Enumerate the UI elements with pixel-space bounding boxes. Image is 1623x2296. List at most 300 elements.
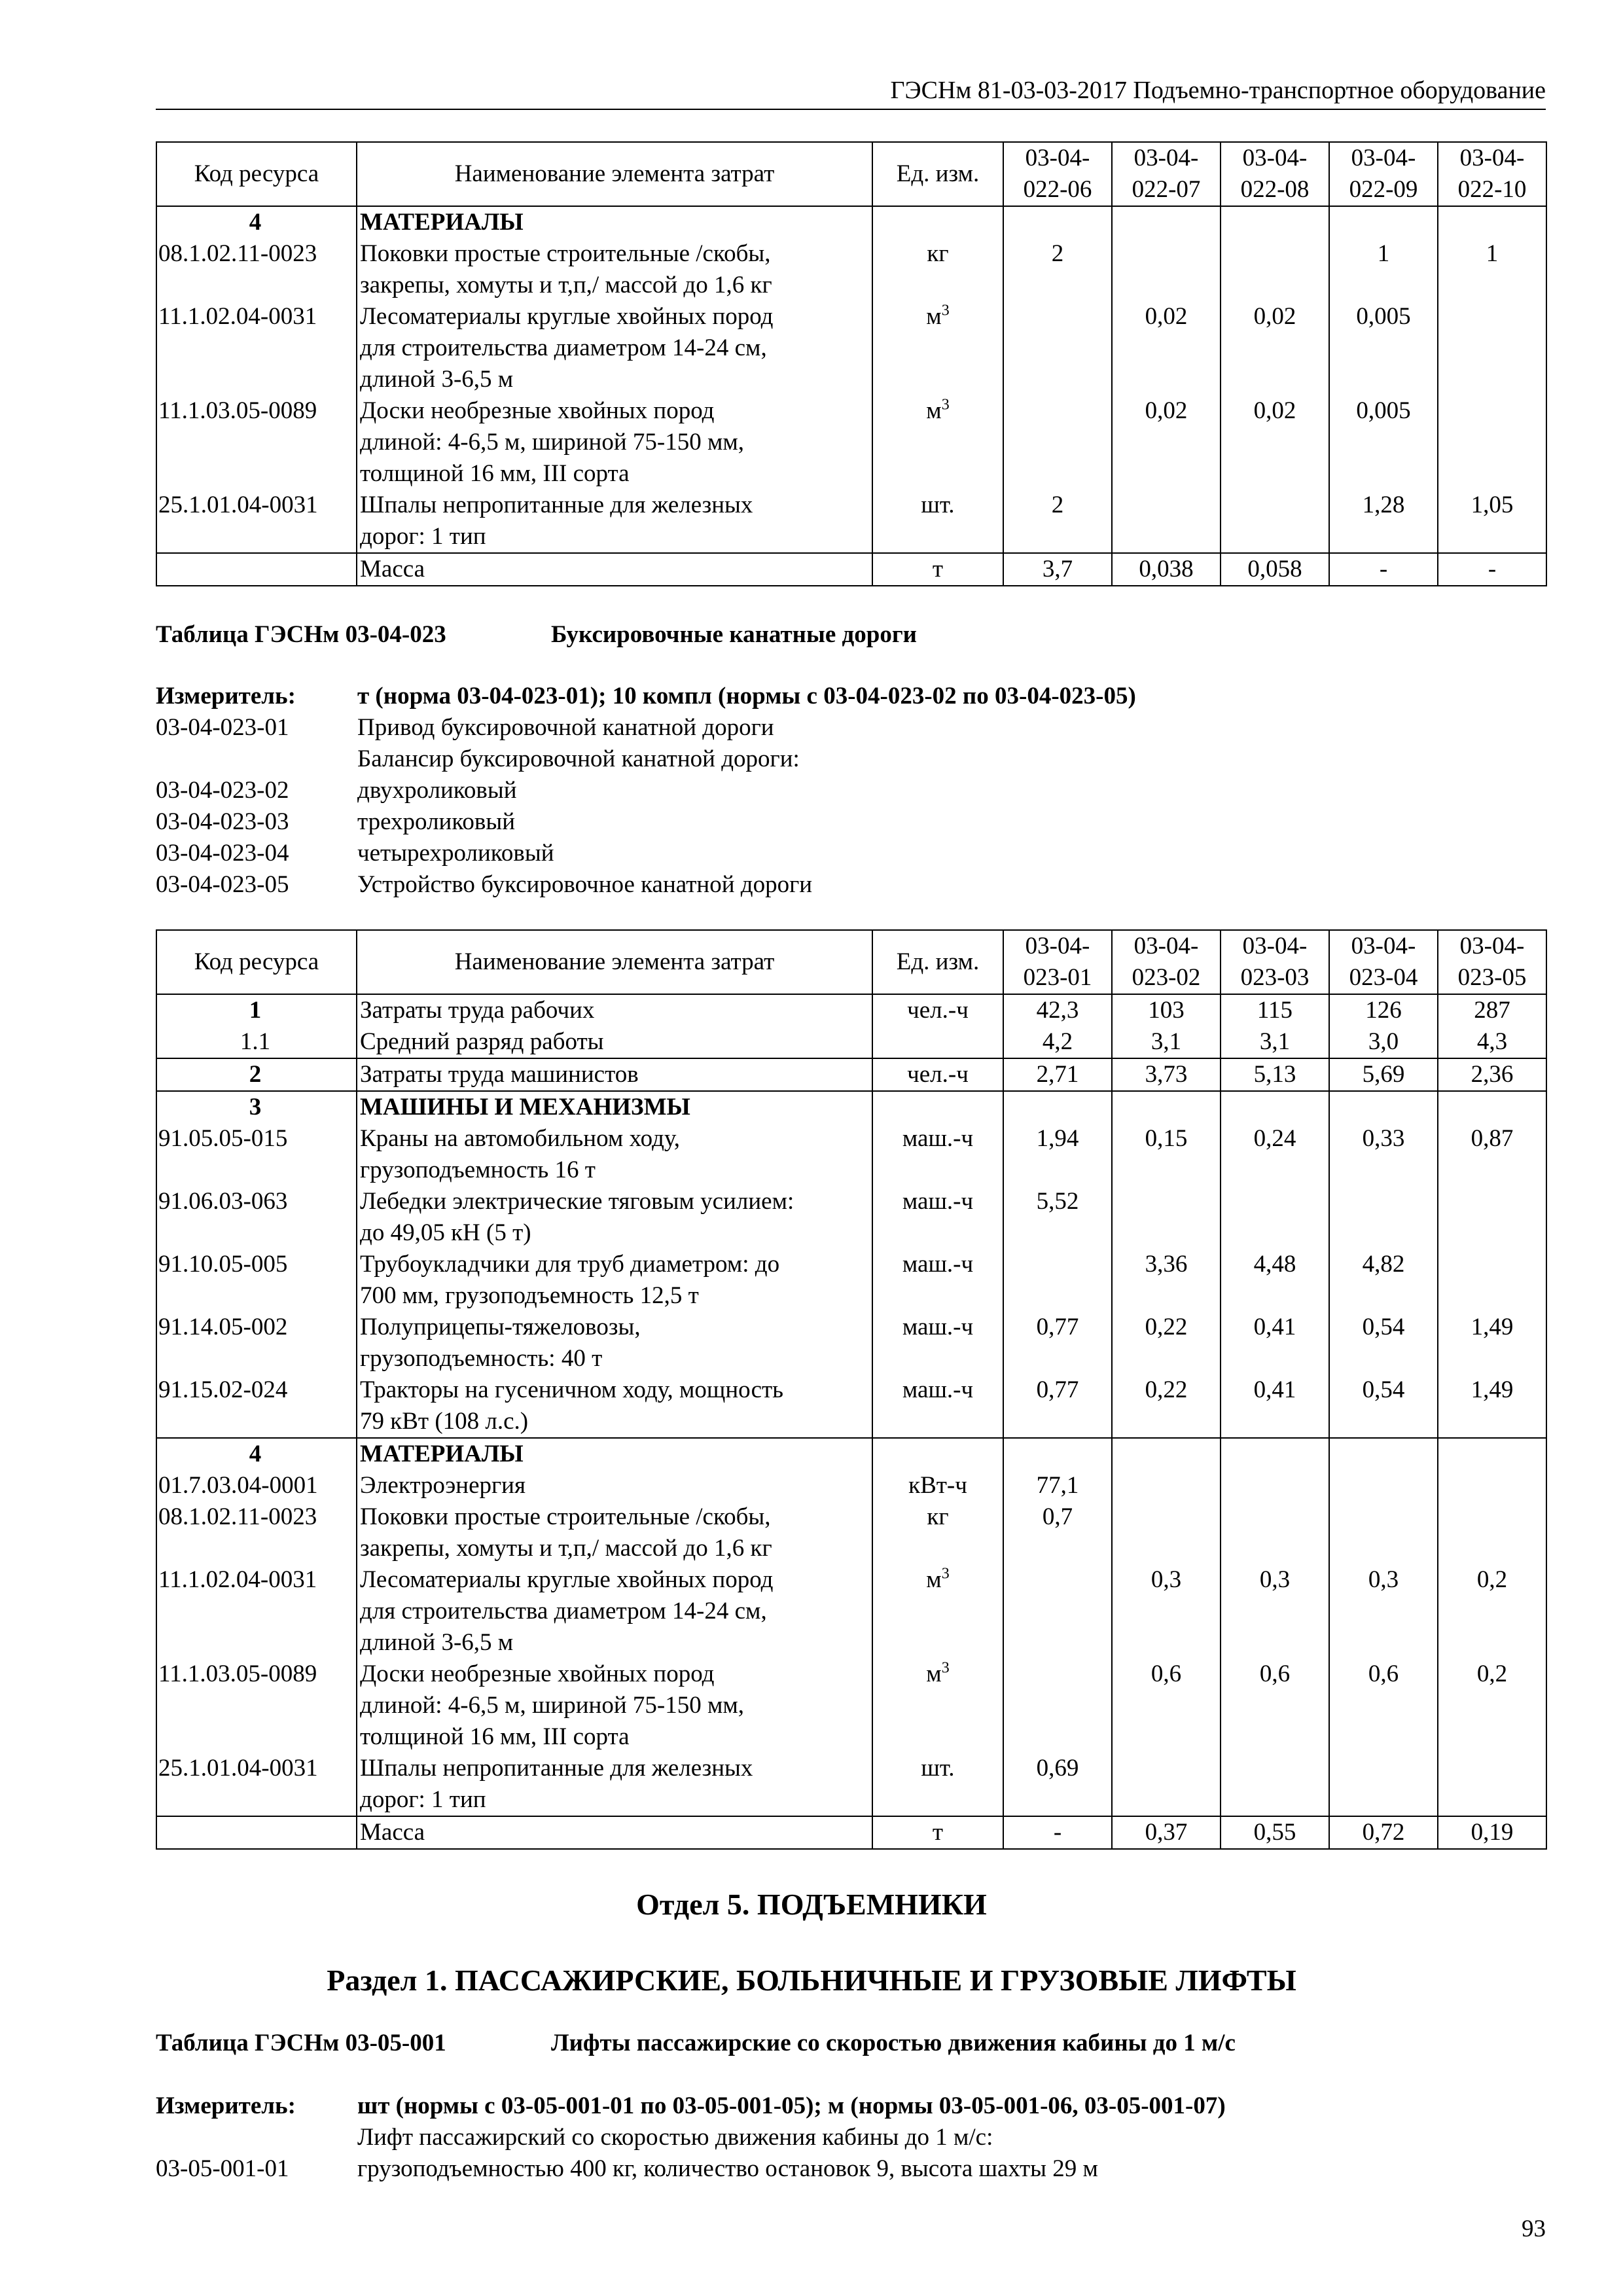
norm-value: 0,22 <box>1112 1312 1221 1374</box>
unit-superscript: 3 <box>941 1659 950 1677</box>
norm-value: 0,02 <box>1112 301 1221 395</box>
norm-value <box>1438 1753 1546 1816</box>
norm-value: 0,6 <box>1329 1659 1438 1753</box>
norm-value: 0,3 <box>1329 1564 1438 1659</box>
resource-name-line: грузоподъемность 16 т <box>360 1157 596 1183</box>
unit <box>872 1091 1003 1123</box>
col-header-norm-part: 03-04- <box>1025 933 1090 960</box>
unit-text: т <box>932 556 944 583</box>
norm-value: 5,69 <box>1329 1058 1438 1091</box>
unit <box>872 1501 1003 1564</box>
running-header: ГЭСНм 81-03-03-2017 Подъемно-транспортное оборудование <box>890 77 1546 104</box>
unit <box>872 1564 1003 1659</box>
unit <box>872 206 1003 238</box>
resource-name <box>357 553 872 586</box>
resource-name-line: Средний разряд работы <box>360 1028 604 1055</box>
resource-name-line: дорог: 1 тип <box>360 523 486 550</box>
resource-code: 08.1.02.11-0023 <box>156 1501 357 1564</box>
resource-code: 91.05.05-015 <box>156 1123 357 1186</box>
norm-value: 1,49 <box>1438 1374 1546 1438</box>
norm-value: 0,37 <box>1112 1816 1221 1849</box>
col-header-norm <box>1438 142 1546 206</box>
table-row <box>156 395 1546 490</box>
unit <box>872 1470 1003 1501</box>
norm-description: трехроликовый <box>357 808 516 835</box>
norm-value <box>1112 1186 1221 1249</box>
unit <box>872 395 1003 490</box>
norm-value: 0,19 <box>1438 1816 1546 1849</box>
unit <box>872 1753 1003 1816</box>
table-row <box>156 1186 1546 1249</box>
col-header-name: Наименование элемента затрат <box>357 930 872 994</box>
resource-name-line: Поковки простые строительные /скобы, <box>360 1503 771 1530</box>
resource-name <box>357 1816 872 1849</box>
col-header-norm <box>1329 142 1438 206</box>
resource-code: 11.1.03.05-0089 <box>156 395 357 490</box>
unit-text: кг <box>927 240 949 267</box>
norm-value <box>1221 490 1329 553</box>
norm-value: 0,038 <box>1112 553 1221 586</box>
resource-name-line: Лесоматериалы круглые хвойных пород <box>360 1566 774 1593</box>
resource-code: 25.1.01.04-0031 <box>156 1753 357 1816</box>
norm-value: 0,02 <box>1221 395 1329 490</box>
header-row <box>156 930 1546 994</box>
norm-value: 1,28 <box>1329 490 1438 553</box>
unit-text: м <box>926 1660 942 1687</box>
table-row <box>156 1753 1546 1816</box>
resource-name <box>357 206 872 238</box>
table-row <box>156 1249 1546 1312</box>
norm-value: 5,52 <box>1003 1186 1112 1249</box>
norm-value: 0,72 <box>1329 1816 1438 1849</box>
norm-value <box>1112 238 1221 301</box>
unit-text: маш.-ч <box>902 1251 974 1278</box>
norm-value: 126 <box>1329 994 1438 1026</box>
norm-value <box>1003 301 1112 395</box>
col-header-norm <box>1329 930 1438 994</box>
resource-name-line: закрепы, хомуты и т,п,/ массой до 1,6 кг <box>360 1535 772 1562</box>
table-row <box>156 1501 1546 1564</box>
resource-code <box>156 553 357 586</box>
table-row <box>156 1374 1546 1438</box>
resource-name-line: длиной 3-6,5 м <box>360 366 514 393</box>
norm-value <box>1438 1501 1546 1564</box>
table-row <box>156 238 1546 301</box>
resource-name-line: для строительства диаметром 14-24 см, <box>360 334 767 361</box>
norm-value <box>1329 206 1438 238</box>
col-header-norm-part: 03-04- <box>1351 933 1416 960</box>
resource-code: 91.14.05-002 <box>156 1312 357 1374</box>
col-header-norm-part: 03-04- <box>1133 933 1199 960</box>
norm-value <box>1112 1091 1221 1123</box>
unit <box>872 1186 1003 1249</box>
norm-value: - <box>1329 553 1438 586</box>
norm-value <box>1221 206 1329 238</box>
norm-value <box>1438 1091 1546 1123</box>
resource-code: 01.7.03.04-0001 <box>156 1470 357 1501</box>
table-row <box>156 1123 1546 1186</box>
resource-name <box>357 1564 872 1659</box>
table-title-03-05-001: Лифты пассажирские со скоростью движения кабины до 1 м/с <box>551 2030 1236 2056</box>
col-header-norm-part: 023-01 <box>1023 964 1092 991</box>
col-header-norm-part: 03-04- <box>1133 145 1199 171</box>
unit-superscript: 3 <box>941 302 950 319</box>
norm-value: 0,3 <box>1221 1564 1329 1659</box>
resource-name <box>357 1123 872 1186</box>
unit <box>872 553 1003 586</box>
norm-value: 0,54 <box>1329 1374 1438 1438</box>
resource-name-line: Трубоукладчики для труб диаметром: до <box>360 1251 780 1278</box>
resource-name-line: Поковки простые строительные /скобы, <box>360 240 771 267</box>
unit <box>872 301 1003 395</box>
table-row <box>156 1816 1546 1849</box>
resource-name-line: Шпалы непропитанные для железных <box>360 492 753 518</box>
unit <box>872 1312 1003 1374</box>
norm-value <box>1221 1186 1329 1249</box>
norm-value: 3,73 <box>1112 1058 1221 1091</box>
resource-code: 4 <box>156 206 357 238</box>
meter-label: Измеритель: <box>156 683 296 709</box>
norm-description: двухроликовый <box>357 777 517 804</box>
table-row <box>156 1659 1546 1753</box>
norm-value <box>1221 1501 1329 1564</box>
resource-name-line: Доски необрезные хвойных пород <box>360 397 715 424</box>
resource-name-line: для строительства диаметром 14-24 см, <box>360 1598 767 1624</box>
norm-description: Балансир буксировочной канатной дороги: <box>357 745 800 772</box>
norm-value: 0,02 <box>1112 395 1221 490</box>
header-row <box>156 142 1546 206</box>
header-rule <box>156 109 1546 110</box>
norm-value: 3,7 <box>1003 553 1112 586</box>
norm-description: Привод буксировочной канатной дороги <box>357 714 774 741</box>
norm-value <box>1438 1438 1546 1470</box>
unit-superscript: 3 <box>941 396 950 414</box>
meter-value: т (норма 03-04-023-01); 10 компл (нормы с 03-04-023-02 по 03-04-023-05) <box>357 683 1136 709</box>
resource-code: 91.15.02-024 <box>156 1374 357 1438</box>
col-header-norm-part: 022-08 <box>1240 176 1310 203</box>
resource-name-line: длиной: 4-6,5 м, шириной 75-150 мм, <box>360 429 745 456</box>
col-header-norm <box>1221 142 1329 206</box>
table-row <box>156 1438 1546 1470</box>
norm-value: 0,69 <box>1003 1753 1112 1816</box>
norm-value <box>1112 206 1221 238</box>
resource-name-line: Затраты труда рабочих <box>360 997 595 1024</box>
unit-text: кг <box>927 1503 949 1530</box>
col-header-norm-part: 03-04- <box>1351 145 1416 171</box>
norm-value: 0,02 <box>1221 301 1329 395</box>
resource-name-line: Электроэнергия <box>360 1472 526 1499</box>
norm-value <box>1438 301 1546 395</box>
resource-table-03-04-023 <box>156 929 1547 1850</box>
norm-code: 03-04-023-04 <box>156 840 289 867</box>
norm-value: 0,55 <box>1221 1816 1329 1849</box>
norm-value <box>1438 1249 1546 1312</box>
norm-value: 1,94 <box>1003 1123 1112 1186</box>
resource-name <box>357 1312 872 1374</box>
norm-value: 0,3 <box>1112 1564 1221 1659</box>
col-header-norm-part: 022-06 <box>1023 176 1092 203</box>
norm-value <box>1329 1470 1438 1501</box>
resource-code: 1 <box>156 994 357 1026</box>
norm-value <box>1438 395 1546 490</box>
norm-value <box>1003 1249 1112 1312</box>
table-title-03-04-023: Буксировочные канатные дороги <box>551 621 917 648</box>
norm-value <box>1329 1091 1438 1123</box>
norm-value <box>1112 1438 1221 1470</box>
resource-name-line: до 49,05 кН (5 т) <box>360 1219 531 1246</box>
resource-name <box>357 1470 872 1501</box>
resource-name-line: Масса <box>360 556 425 583</box>
subsection-title: Раздел 1. ПАССАЖИРСКИЕ, БОЛЬНИЧНЫЕ И ГРУЗОВЫЕ ЛИФТЫ <box>327 1964 1296 1997</box>
resource-code: 3 <box>156 1091 357 1123</box>
norm-value <box>1329 1501 1438 1564</box>
unit <box>872 994 1003 1026</box>
col-header-norm <box>1221 930 1329 994</box>
norm-value <box>1221 1470 1329 1501</box>
norm-value: 2,71 <box>1003 1058 1112 1091</box>
unit <box>872 1438 1003 1470</box>
unit-text: кВт-ч <box>908 1472 967 1499</box>
resource-name-line: Тракторы на гусеничном ходу, мощность <box>360 1376 784 1403</box>
table-row <box>156 1091 1546 1123</box>
table-row <box>156 1564 1546 1659</box>
resource-name <box>357 1501 872 1564</box>
norm-value: 103 <box>1112 994 1221 1026</box>
col-header-norm-part: 022-10 <box>1457 176 1527 203</box>
norm-value <box>1112 1753 1221 1816</box>
resource-name <box>357 1091 872 1123</box>
resource-name-line: Затраты труда машинистов <box>360 1061 639 1088</box>
norm-value <box>1003 1438 1112 1470</box>
col-header-norm-part: 022-09 <box>1349 176 1418 203</box>
norm-value: 3,36 <box>1112 1249 1221 1312</box>
resource-name-line: Масса <box>360 1819 425 1846</box>
table-row <box>156 490 1546 553</box>
resource-name-line: толщиной 16 мм, III сорта <box>360 1723 630 1750</box>
norm-value: 1,49 <box>1438 1312 1546 1374</box>
norm-value: 0,15 <box>1112 1123 1221 1186</box>
norm-value: - <box>1003 1816 1112 1849</box>
norm-value <box>1003 1564 1112 1659</box>
norm-value: 0,41 <box>1221 1312 1329 1374</box>
norm-code: 03-04-023-03 <box>156 808 289 835</box>
unit-text: чел.-ч <box>907 1061 969 1088</box>
resource-name-line: Шпалы непропитанные для железных <box>360 1755 753 1782</box>
norm-value: 0,77 <box>1003 1312 1112 1374</box>
norm-value: 0,24 <box>1221 1123 1329 1186</box>
norm-value: 0,6 <box>1112 1659 1221 1753</box>
norm-value: 0,33 <box>1329 1123 1438 1186</box>
page-number: 93 <box>1522 2215 1546 2242</box>
resource-code: 2 <box>156 1058 357 1091</box>
resource-name-line: дорог: 1 тип <box>360 1786 486 1813</box>
unit-text: шт. <box>921 1755 955 1782</box>
resource-code: 11.1.02.04-0031 <box>156 301 357 395</box>
col-header-norm-part: 03-04- <box>1242 933 1308 960</box>
resource-name-line: Краны на автомобильном ходу, <box>360 1125 680 1152</box>
table-row <box>156 553 1546 586</box>
norm-value: 1 <box>1438 238 1546 301</box>
table-row <box>156 1470 1546 1501</box>
resource-name-line: длиной: 4-6,5 м, шириной 75-150 мм, <box>360 1692 745 1719</box>
norm-value: 0,22 <box>1112 1374 1221 1438</box>
resource-name <box>357 1438 872 1470</box>
col-header-norm-part: 022-07 <box>1132 176 1201 203</box>
resource-name <box>357 994 872 1026</box>
norm-value: 4,3 <box>1438 1026 1546 1058</box>
unit-text: маш.-ч <box>902 1314 974 1340</box>
unit-text: маш.-ч <box>902 1125 974 1152</box>
norm-description: Устройство буксировочное канатной дороги <box>357 871 813 898</box>
norm-value: 77,1 <box>1003 1470 1112 1501</box>
col-header-code: Код ресурса <box>156 930 357 994</box>
norm-value: 0,7 <box>1003 1501 1112 1564</box>
resource-name <box>357 1249 872 1312</box>
norm-value: 0,41 <box>1221 1374 1329 1438</box>
resource-name <box>357 1659 872 1753</box>
table-row <box>156 1026 1546 1058</box>
norm-description: четырехроликовый <box>357 840 554 867</box>
meter-value-03-05-001: шт (нормы с 03-05-001-01 по 03-05-001-05); м (нормы 03-05-001-06, 03-05-001-07) <box>357 2092 1226 2119</box>
norm-value: 2,36 <box>1438 1058 1546 1091</box>
norm-value: 0,005 <box>1329 395 1438 490</box>
norm-value: 0,54 <box>1329 1312 1438 1374</box>
norm-value <box>1112 490 1221 553</box>
col-header-norm <box>1112 142 1221 206</box>
norm-value <box>1112 1470 1221 1501</box>
resource-name <box>357 490 872 553</box>
resource-name-line: 700 мм, грузоподъемность 12,5 т <box>360 1282 699 1309</box>
col-header-code: Код ресурса <box>156 142 357 206</box>
unit-text: шт. <box>921 492 955 518</box>
norm-value: 3,0 <box>1329 1026 1438 1058</box>
norm-value: 5,13 <box>1221 1058 1329 1091</box>
resource-name-line: МАТЕРИАЛЫ <box>360 1441 524 1467</box>
unit <box>872 238 1003 301</box>
norm-value: 3,1 <box>1112 1026 1221 1058</box>
norm-value: 3,1 <box>1221 1026 1329 1058</box>
resource-name-line: МАТЕРИАЛЫ <box>360 209 524 236</box>
norm-code: 03-04-023-02 <box>156 777 289 804</box>
resource-name <box>357 1186 872 1249</box>
unit <box>872 490 1003 553</box>
col-header-norm-part: 03-04- <box>1242 145 1308 171</box>
norm-value <box>1003 1659 1112 1753</box>
norm-value: 42,3 <box>1003 994 1112 1026</box>
resource-name-line: толщиной 16 мм, III сорта <box>360 460 630 487</box>
col-header-norm-part: 03-04- <box>1459 933 1525 960</box>
table-row <box>156 994 1546 1026</box>
norm-code: 03-04-023-01 <box>156 714 289 741</box>
unit-text: маш.-ч <box>902 1376 974 1403</box>
col-header-name: Наименование элемента затрат <box>357 142 872 206</box>
norm-value: 2 <box>1003 238 1112 301</box>
resource-name <box>357 1374 872 1438</box>
unit <box>872 1249 1003 1312</box>
unit-text: м <box>926 303 942 330</box>
resource-code: 4 <box>156 1438 357 1470</box>
norm-value <box>1112 1501 1221 1564</box>
norm-value <box>1003 395 1112 490</box>
col-header-norm <box>1438 930 1546 994</box>
norm-value: 4,48 <box>1221 1249 1329 1312</box>
norm-value <box>1438 1470 1546 1501</box>
norm-value <box>1221 1438 1329 1470</box>
col-header-norm <box>1112 930 1221 994</box>
col-header-norm-part: 023-02 <box>1132 964 1201 991</box>
norm-value <box>1221 1091 1329 1123</box>
table-row <box>156 206 1546 238</box>
norm-value: 0,2 <box>1438 1564 1546 1659</box>
table-row <box>156 1058 1546 1091</box>
unit <box>872 1123 1003 1186</box>
resource-code <box>156 1816 357 1849</box>
resource-name <box>357 1058 872 1091</box>
resource-name <box>357 238 872 301</box>
norm-code: 03-04-023-05 <box>156 871 289 898</box>
col-header-norm-part: 023-03 <box>1240 964 1310 991</box>
norm-value <box>1438 206 1546 238</box>
meter-label-03-05-001: Измеритель: <box>156 2092 296 2119</box>
resource-name <box>357 1026 872 1058</box>
norm-value <box>1329 1438 1438 1470</box>
norm-value: 4,2 <box>1003 1026 1112 1058</box>
unit <box>872 1659 1003 1753</box>
norm-value <box>1438 1186 1546 1249</box>
unit-text: маш.-ч <box>902 1188 974 1215</box>
unit-text: м <box>926 397 942 424</box>
norm-value: 0,87 <box>1438 1123 1546 1186</box>
resource-name-line: Лебедки электрические тяговым усилием: <box>360 1188 794 1215</box>
unit-text: чел.-ч <box>907 997 969 1024</box>
resource-code: 1.1 <box>156 1026 357 1058</box>
unit <box>872 1026 1003 1058</box>
unit <box>872 1816 1003 1849</box>
norm-value: 287 <box>1438 994 1546 1026</box>
table-label-03-04-023: Таблица ГЭСНм 03-04-023 <box>156 621 446 648</box>
meter-intro-03-05-001: Лифт пассажирский со скоростью движения кабины до 1 м/с: <box>357 2124 993 2151</box>
table-row <box>156 1312 1546 1374</box>
resource-name <box>357 301 872 395</box>
resource-name-line: Полуприцепы-тяжеловозы, <box>360 1314 641 1340</box>
resource-code: 11.1.02.04-0031 <box>156 1564 357 1659</box>
unit-text: т <box>932 1819 944 1846</box>
col-header-unit: Ед. изм. <box>872 142 1003 206</box>
resource-code: 25.1.01.04-0031 <box>156 490 357 553</box>
col-header-norm <box>1003 930 1112 994</box>
norm-value: 1 <box>1329 238 1438 301</box>
resource-name-line: Доски необрезные хвойных пород <box>360 1660 715 1687</box>
resource-code: 08.1.02.11-0023 <box>156 238 357 301</box>
col-header-norm-part: 023-05 <box>1457 964 1527 991</box>
norm-description: грузоподъемностью 400 кг, количество остановок 9, высота шахты 29 м <box>357 2155 1098 2182</box>
resource-name-line: МАШИНЫ И МЕХАНИЗМЫ <box>360 1094 690 1121</box>
norm-value: 0,005 <box>1329 301 1438 395</box>
norm-value: 0,77 <box>1003 1374 1112 1438</box>
resource-code: 91.06.03-063 <box>156 1186 357 1249</box>
norm-value <box>1221 238 1329 301</box>
col-header-norm-part: 03-04- <box>1025 145 1090 171</box>
unit <box>872 1058 1003 1091</box>
resource-name-line: 79 кВт (108 л.с.) <box>360 1408 529 1435</box>
col-header-unit: Ед. изм. <box>872 930 1003 994</box>
resource-name <box>357 1753 872 1816</box>
resource-name-line: длиной 3-6,5 м <box>360 1629 514 1656</box>
norm-value: 115 <box>1221 994 1329 1026</box>
unit-superscript: 3 <box>941 1565 950 1583</box>
resource-code: 11.1.03.05-0089 <box>156 1659 357 1753</box>
norm-value <box>1221 1753 1329 1816</box>
